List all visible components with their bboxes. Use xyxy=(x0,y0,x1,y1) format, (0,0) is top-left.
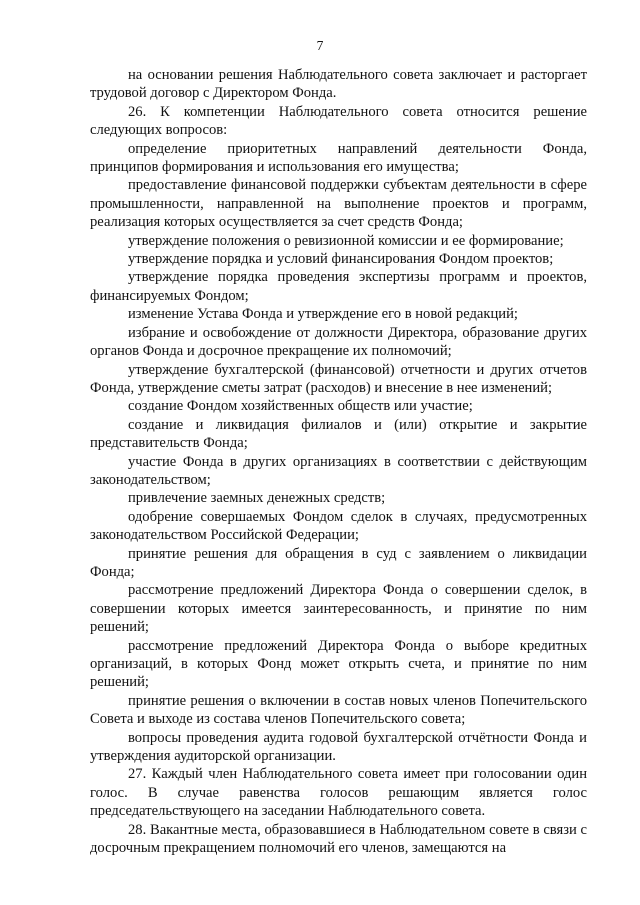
paragraph-27: 27. Каждый член Наблюдательного совета имеет при голосовании один голос. В случае равенства голосов решающим является голос председательствующего на заседании Наблюдательного совета. xyxy=(90,766,587,820)
competence-item: утверждение порядка проведения экспертизы программ и проектов, финансируемых Фондом; xyxy=(90,269,587,304)
competence-item: создание и ликвидация филиалов и (или) открытие и закрытие представительств Фонда; xyxy=(90,416,587,452)
competence-item: избрание и освобождение от должности Директора, образование других органов Фонда и досрочное прекращение их полномочий; xyxy=(90,324,587,360)
competence-item: определение приоритетных направлений деятельности Фонда, принципов формирования и использования его имущества; xyxy=(90,140,587,176)
competence-item: утверждение порядка и условий финансирования Фондом проектов; xyxy=(128,251,554,268)
competence-item: утверждение положения о ревизионной комиссии и ее формирование; xyxy=(128,232,564,249)
competence-item: одобрение совершаемых Фондом сделок в случаях, предусмотренных законодательством Российской Федерации; xyxy=(90,508,587,544)
competence-item: изменение Устава Фонда и утверждение его в новой редакций; xyxy=(128,306,518,323)
continuation-paragraph: на основании решения Наблюдательного совета заключает и расторгает трудовой договор с Директором Фонда. xyxy=(90,67,587,102)
page-number: 7 xyxy=(316,38,324,53)
competence-item: предоставление финансовой поддержки субъектам деятельности в сфере промышленности, направленной на выполнение проектов и программ, реализация которых осуществляется за счет средств Фонда; xyxy=(90,177,587,231)
competence-item: участие Фонда в других организациях в соответствии с действующим законодательством; xyxy=(90,453,587,488)
competence-item: рассмотрение предложений Директора Фонда о выборе кредитных организаций, в которых Фонд может открыть счета, и принятие по ним решений; xyxy=(90,637,587,691)
competence-item: принятие решения для обращения в суд с заявлением о ликвидации Фонда; xyxy=(90,545,587,580)
competence-item: утверждение бухгалтерской (финансовой) отчетности и других отчетов Фонда, утверждение сметы затрат (расходов) и внесение в нее изменений; xyxy=(90,361,587,396)
paragraph-26-heading: 26. К компетенции Наблюдательного совета относится решение следующих вопросов: xyxy=(90,103,587,139)
competence-item: вопросы проведения аудита годовой бухгалтерской отчётности Фонда и утверждения аудиторской организации. xyxy=(90,729,587,765)
competence-item: принятие решения о включении в состав новых членов Попечительского Совета и выходе из состава членов Попечительского совета; xyxy=(90,692,587,728)
document-body xyxy=(90,66,587,857)
competence-item: создание Фондом хозяйственных обществ или участие; xyxy=(128,398,473,415)
competence-item: рассмотрение предложений Директора Фонда о совершении сделок, в совершении которых имеется заинтересованность, и принятие по ним решений; xyxy=(90,582,587,636)
paragraph-28: 28. Вакантные места, образовавшиеся в Наблюдательном совете в связи с досрочным прекращением полномочий его членов, замещаются на xyxy=(90,821,587,857)
competence-item: привлечение заемных денежных средств; xyxy=(128,490,386,507)
